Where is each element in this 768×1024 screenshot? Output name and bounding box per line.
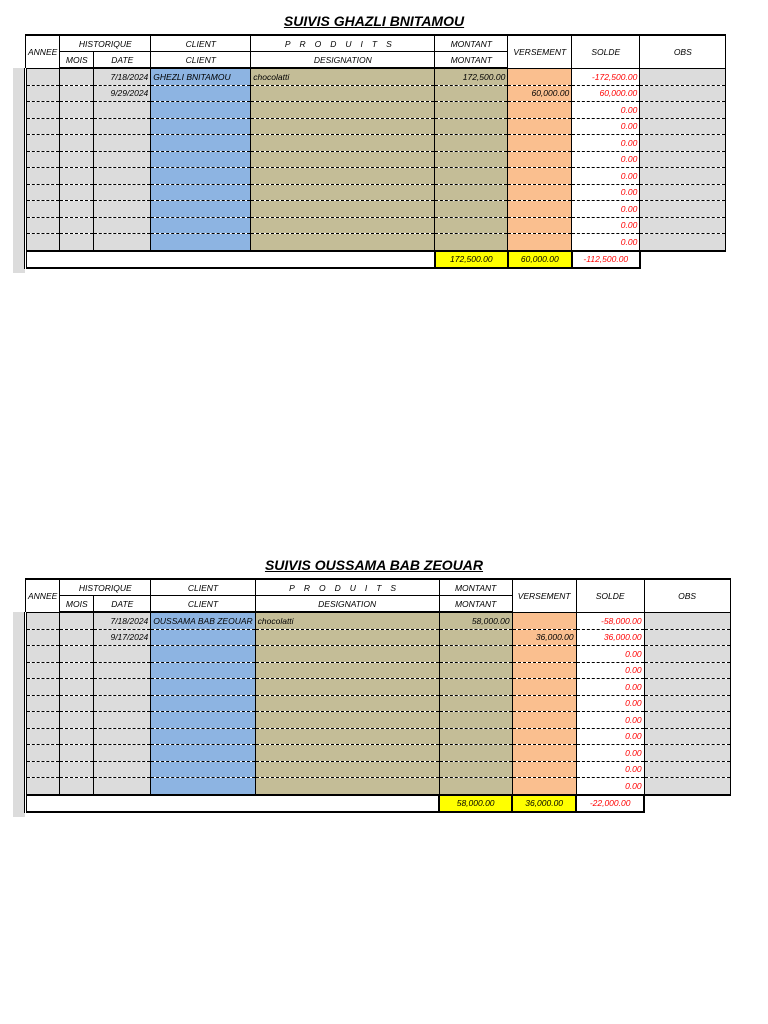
totals-row (26, 795, 731, 812)
cell-designation[interactable] (255, 646, 439, 663)
cell-montant[interactable] (439, 778, 512, 795)
total-solde: -112,500.00 (572, 251, 640, 268)
cell-designation[interactable] (251, 151, 435, 168)
cell-designation[interactable] (255, 728, 439, 745)
total-montant: 58,000.00 (439, 795, 512, 812)
total-versement: 36,000.00 (512, 795, 576, 812)
cell-mois[interactable] (60, 168, 94, 185)
header-solde: SOLDE (576, 579, 644, 612)
cell-versement[interactable] (508, 135, 572, 152)
cell-mois[interactable] (60, 217, 94, 234)
cell-montant[interactable] (435, 234, 508, 251)
cell-mois[interactable] (60, 85, 94, 102)
cell-obs[interactable] (640, 201, 726, 218)
cell-montant[interactable] (435, 102, 508, 119)
cell-annee[interactable] (26, 234, 60, 251)
cell-montant[interactable] (435, 201, 508, 218)
cell-client[interactable] (151, 184, 251, 201)
cell-solde[interactable]: -58,000.00 (576, 612, 644, 629)
header-montant: MONTANT (439, 579, 512, 596)
cell-client[interactable] (151, 217, 251, 234)
table-row (26, 646, 731, 663)
header-client-sub: CLIENT (151, 596, 255, 613)
cell-client[interactable] (151, 85, 251, 102)
cell-date[interactable]: 7/18/2024 (94, 68, 151, 85)
cell-designation[interactable] (251, 102, 435, 119)
ledger-table (24, 578, 731, 813)
cell-montant[interactable] (439, 662, 512, 679)
cell-obs[interactable] (640, 234, 726, 251)
table-row (26, 234, 726, 251)
cell-montant[interactable] (439, 761, 512, 778)
cell-client[interactable] (151, 102, 251, 119)
cell-designation[interactable] (255, 761, 439, 778)
table-row (26, 679, 731, 696)
cell-solde[interactable]: 0.00 (572, 151, 640, 168)
cell-annee[interactable] (26, 612, 60, 629)
cell-designation[interactable] (251, 234, 435, 251)
cell-date[interactable] (94, 135, 151, 152)
cell-client[interactable] (151, 745, 255, 762)
cell-mois[interactable] (60, 679, 94, 696)
total-solde: -22,000.00 (576, 795, 644, 812)
cell-client[interactable] (151, 168, 251, 185)
cell-versement[interactable]: 60,000.00 (508, 85, 572, 102)
header-historique: HISTORIQUE (60, 579, 151, 596)
cell-montant[interactable] (439, 695, 512, 712)
header-annee: ANNEE (26, 35, 60, 68)
header-produits: PRODUITS (255, 579, 439, 596)
cell-mois[interactable] (60, 151, 94, 168)
cell-designation[interactable] (255, 745, 439, 762)
header-mois: MOIS (60, 52, 94, 69)
header-versement: VERSEMENT (508, 35, 572, 68)
cell-mois[interactable] (60, 184, 94, 201)
table-row (26, 712, 731, 729)
cell-versement[interactable] (508, 217, 572, 234)
header-client: CLIENT (151, 579, 255, 596)
header-designation: DESIGNATION (255, 596, 439, 613)
cell-obs[interactable] (640, 68, 726, 85)
cell-solde[interactable]: 0.00 (572, 201, 640, 218)
cell-obs[interactable] (644, 662, 730, 679)
cell-montant[interactable] (439, 712, 512, 729)
cell-versement[interactable] (512, 745, 576, 762)
total-spacer (151, 251, 251, 268)
cell-obs[interactable] (640, 102, 726, 119)
cell-obs[interactable] (644, 646, 730, 663)
cell-montant[interactable] (439, 646, 512, 663)
table-row (26, 201, 726, 218)
cell-montant[interactable] (435, 151, 508, 168)
cell-solde[interactable]: 0.00 (572, 168, 640, 185)
cell-annee[interactable] (26, 118, 60, 135)
totals-row (26, 251, 726, 268)
cell-designation[interactable] (255, 778, 439, 795)
cell-client[interactable] (151, 151, 251, 168)
cell-versement[interactable] (508, 184, 572, 201)
cell-annee[interactable] (26, 662, 60, 679)
cell-annee[interactable] (26, 646, 60, 663)
cell-date[interactable] (94, 168, 151, 185)
cell-annee[interactable] (26, 85, 60, 102)
cell-obs[interactable] (644, 679, 730, 696)
cell-date[interactable] (94, 662, 151, 679)
cell-annee[interactable] (26, 102, 60, 119)
cell-versement[interactable]: 36,000.00 (512, 629, 576, 646)
header-montant: MONTANT (435, 35, 508, 52)
table-row (26, 68, 726, 85)
cell-annee[interactable] (26, 761, 60, 778)
cell-versement[interactable] (508, 118, 572, 135)
header-produits: PRODUITS (251, 35, 435, 52)
cell-versement[interactable] (512, 712, 576, 729)
table-row (26, 151, 726, 168)
cell-montant[interactable] (439, 745, 512, 762)
ledger-rows (26, 68, 726, 251)
cell-solde[interactable]: 0.00 (576, 679, 644, 696)
cell-date[interactable] (94, 712, 151, 729)
cell-client[interactable] (151, 646, 255, 663)
cell-mois[interactable] (60, 728, 94, 745)
total-spacer (60, 795, 94, 812)
cell-obs[interactable] (644, 612, 730, 629)
cell-annee[interactable] (26, 745, 60, 762)
cell-obs[interactable] (644, 728, 730, 745)
cell-obs[interactable] (640, 85, 726, 102)
cell-annee[interactable] (26, 778, 60, 795)
cell-obs[interactable] (644, 695, 730, 712)
total-spacer (26, 251, 60, 268)
cell-obs[interactable] (640, 135, 726, 152)
cell-date[interactable] (94, 679, 151, 696)
cell-mois[interactable] (60, 612, 94, 629)
cell-date[interactable]: 7/18/2024 (94, 612, 151, 629)
total-spacer (255, 795, 439, 812)
cell-date[interactable] (94, 217, 151, 234)
cell-annee[interactable] (26, 168, 60, 185)
cell-montant[interactable] (439, 629, 512, 646)
cell-obs[interactable] (644, 761, 730, 778)
cell-annee[interactable] (26, 728, 60, 745)
cell-mois[interactable] (60, 201, 94, 218)
cell-versement[interactable] (508, 68, 572, 85)
cell-designation[interactable] (251, 135, 435, 152)
cell-obs[interactable] (640, 184, 726, 201)
cell-date[interactable] (94, 778, 151, 795)
total-spacer (60, 251, 94, 268)
cell-date[interactable] (94, 761, 151, 778)
cell-designation[interactable] (255, 679, 439, 696)
header-versement: VERSEMENT (512, 579, 576, 612)
table-row (26, 761, 731, 778)
cell-mois[interactable] (60, 68, 94, 85)
cell-versement[interactable] (512, 761, 576, 778)
cell-client[interactable]: OUSSAMA BAB ZEOUAR (151, 612, 255, 629)
table-row (26, 168, 726, 185)
table-row (26, 695, 731, 712)
table-row (26, 184, 726, 201)
cell-versement[interactable] (512, 612, 576, 629)
cell-client[interactable]: GHEZLI BNITAMOU (151, 68, 251, 85)
cell-obs[interactable] (644, 629, 730, 646)
cell-solde[interactable]: 0.00 (576, 695, 644, 712)
header-montant-sub: MONTANT (435, 52, 508, 69)
cell-designation[interactable] (255, 629, 439, 646)
cell-obs[interactable] (644, 745, 730, 762)
header-mois: MOIS (60, 596, 94, 613)
cell-date[interactable] (94, 201, 151, 218)
cell-obs[interactable] (640, 118, 726, 135)
cell-montant[interactable] (435, 135, 508, 152)
cell-solde[interactable]: 0.00 (572, 102, 640, 119)
cell-designation[interactable]: chocolatti (255, 612, 439, 629)
cell-solde[interactable]: -172,500.00 (572, 68, 640, 85)
ledger-table (24, 34, 726, 269)
table-row (26, 728, 731, 745)
cell-solde[interactable]: 60,000.00 (572, 85, 640, 102)
table-row (26, 135, 726, 152)
cell-designation[interactable] (251, 85, 435, 102)
cell-designation[interactable] (255, 695, 439, 712)
cell-montant[interactable]: 172,500.00 (435, 68, 508, 85)
cell-versement[interactable] (512, 662, 576, 679)
cell-montant[interactable] (435, 118, 508, 135)
cell-mois[interactable] (60, 745, 94, 762)
cell-obs[interactable] (644, 712, 730, 729)
cell-solde[interactable]: 36,000.00 (576, 629, 644, 646)
cell-obs[interactable] (640, 168, 726, 185)
cell-client[interactable] (151, 629, 255, 646)
cell-mois[interactable] (60, 135, 94, 152)
cell-annee[interactable] (26, 135, 60, 152)
cell-solde[interactable]: 0.00 (576, 646, 644, 663)
cell-solde[interactable]: 0.00 (576, 745, 644, 762)
cell-date[interactable]: 9/17/2024 (94, 629, 151, 646)
cell-designation[interactable] (255, 662, 439, 679)
cell-client[interactable] (151, 234, 251, 251)
cell-date[interactable] (94, 646, 151, 663)
header-obs: OBS (644, 579, 730, 612)
cell-designation[interactable] (255, 712, 439, 729)
sheet-title: SUIVIS OUSSAMA BAB ZEOUAR (264, 557, 484, 573)
cell-versement[interactable] (508, 168, 572, 185)
cell-solde[interactable]: 0.00 (572, 118, 640, 135)
cell-date[interactable] (94, 745, 151, 762)
header-date: DATE (94, 52, 151, 69)
cell-date[interactable] (94, 234, 151, 251)
cell-annee[interactable] (26, 68, 60, 85)
cell-date[interactable] (94, 102, 151, 119)
table-row (26, 118, 726, 135)
cell-annee[interactable] (26, 695, 60, 712)
cell-designation[interactable] (251, 118, 435, 135)
cell-mois[interactable] (60, 712, 94, 729)
table-row (26, 612, 731, 629)
sheet-title: SUIVIS GHAZLI BNITAMOU (283, 13, 465, 29)
header-date: DATE (94, 596, 151, 613)
cell-mois[interactable] (60, 118, 94, 135)
header-solde: SOLDE (572, 35, 640, 68)
cell-client[interactable] (151, 118, 251, 135)
cell-mois[interactable] (60, 234, 94, 251)
table-row (26, 745, 731, 762)
cell-designation[interactable] (251, 184, 435, 201)
cell-montant[interactable] (435, 217, 508, 234)
table-row (26, 217, 726, 234)
cell-designation[interactable]: chocolatti (251, 68, 435, 85)
ledger-rows (26, 612, 731, 795)
cell-montant[interactable] (435, 184, 508, 201)
total-spacer (251, 251, 435, 268)
total-montant: 172,500.00 (435, 251, 508, 268)
cell-montant[interactable] (435, 85, 508, 102)
cell-solde[interactable]: 0.00 (572, 135, 640, 152)
cell-client[interactable] (151, 679, 255, 696)
cell-annee[interactable] (26, 151, 60, 168)
cell-date[interactable] (94, 728, 151, 745)
cell-solde[interactable]: 0.00 (572, 184, 640, 201)
table-row (26, 629, 731, 646)
cell-montant[interactable]: 58,000.00 (439, 612, 512, 629)
cell-mois[interactable] (60, 629, 94, 646)
cell-mois[interactable] (60, 662, 94, 679)
cell-mois[interactable] (60, 778, 94, 795)
total-spacer (640, 251, 726, 268)
cell-date[interactable] (94, 695, 151, 712)
cell-annee[interactable] (26, 712, 60, 729)
cell-client[interactable] (151, 135, 251, 152)
cell-client[interactable] (151, 662, 255, 679)
header-historique: HISTORIQUE (60, 35, 151, 52)
cell-montant[interactable] (439, 728, 512, 745)
cell-solde[interactable]: 0.00 (576, 662, 644, 679)
cell-solde[interactable]: 0.00 (576, 778, 644, 795)
cell-versement[interactable] (512, 679, 576, 696)
cell-solde[interactable]: 0.00 (576, 761, 644, 778)
cell-mois[interactable] (60, 761, 94, 778)
cell-date[interactable]: 9/29/2024 (94, 85, 151, 102)
cell-solde[interactable]: 0.00 (572, 217, 640, 234)
cell-client[interactable] (151, 778, 255, 795)
total-spacer (94, 795, 151, 812)
cell-versement[interactable] (512, 695, 576, 712)
cell-obs[interactable] (640, 217, 726, 234)
cell-client[interactable] (151, 761, 255, 778)
header-designation: DESIGNATION (251, 52, 435, 69)
cell-date[interactable] (94, 118, 151, 135)
cell-mois[interactable] (60, 102, 94, 119)
cell-obs[interactable] (640, 151, 726, 168)
header-client: CLIENT (151, 35, 251, 52)
cell-versement[interactable] (508, 102, 572, 119)
cell-annee[interactable] (26, 201, 60, 218)
table-row (26, 662, 731, 679)
cell-designation[interactable] (251, 201, 435, 218)
total-spacer (644, 795, 730, 812)
cell-montant[interactable] (435, 168, 508, 185)
cell-versement[interactable] (512, 728, 576, 745)
table-row (26, 85, 726, 102)
cell-client[interactable] (151, 712, 255, 729)
cell-client[interactable] (151, 728, 255, 745)
table-row (26, 778, 731, 795)
cell-date[interactable] (94, 184, 151, 201)
header-client-sub: CLIENT (151, 52, 251, 69)
cell-obs[interactable] (644, 778, 730, 795)
cell-mois[interactable] (60, 695, 94, 712)
cell-versement[interactable] (512, 646, 576, 663)
cell-annee[interactable] (26, 679, 60, 696)
table-row (26, 102, 726, 119)
cell-date[interactable] (94, 151, 151, 168)
header-annee: ANNEE (26, 579, 60, 612)
total-spacer (94, 251, 151, 268)
cell-annee[interactable] (26, 217, 60, 234)
cell-versement[interactable] (508, 151, 572, 168)
cell-versement[interactable] (508, 234, 572, 251)
cell-mois[interactable] (60, 646, 94, 663)
cell-designation[interactable] (251, 217, 435, 234)
cell-versement[interactable] (508, 201, 572, 218)
cell-designation[interactable] (251, 168, 435, 185)
header-montant-sub: MONTANT (439, 596, 512, 613)
cell-solde[interactable]: 0.00 (576, 712, 644, 729)
total-spacer (26, 795, 60, 812)
cell-client[interactable] (151, 695, 255, 712)
cell-versement[interactable] (512, 778, 576, 795)
cell-client[interactable] (151, 201, 251, 218)
cell-annee[interactable] (26, 184, 60, 201)
cell-annee[interactable] (26, 629, 60, 646)
cell-montant[interactable] (439, 679, 512, 696)
cell-solde[interactable]: 0.00 (572, 234, 640, 251)
total-spacer (151, 795, 255, 812)
header-obs: OBS (640, 35, 726, 68)
total-versement: 60,000.00 (508, 251, 572, 268)
cell-solde[interactable]: 0.00 (576, 728, 644, 745)
